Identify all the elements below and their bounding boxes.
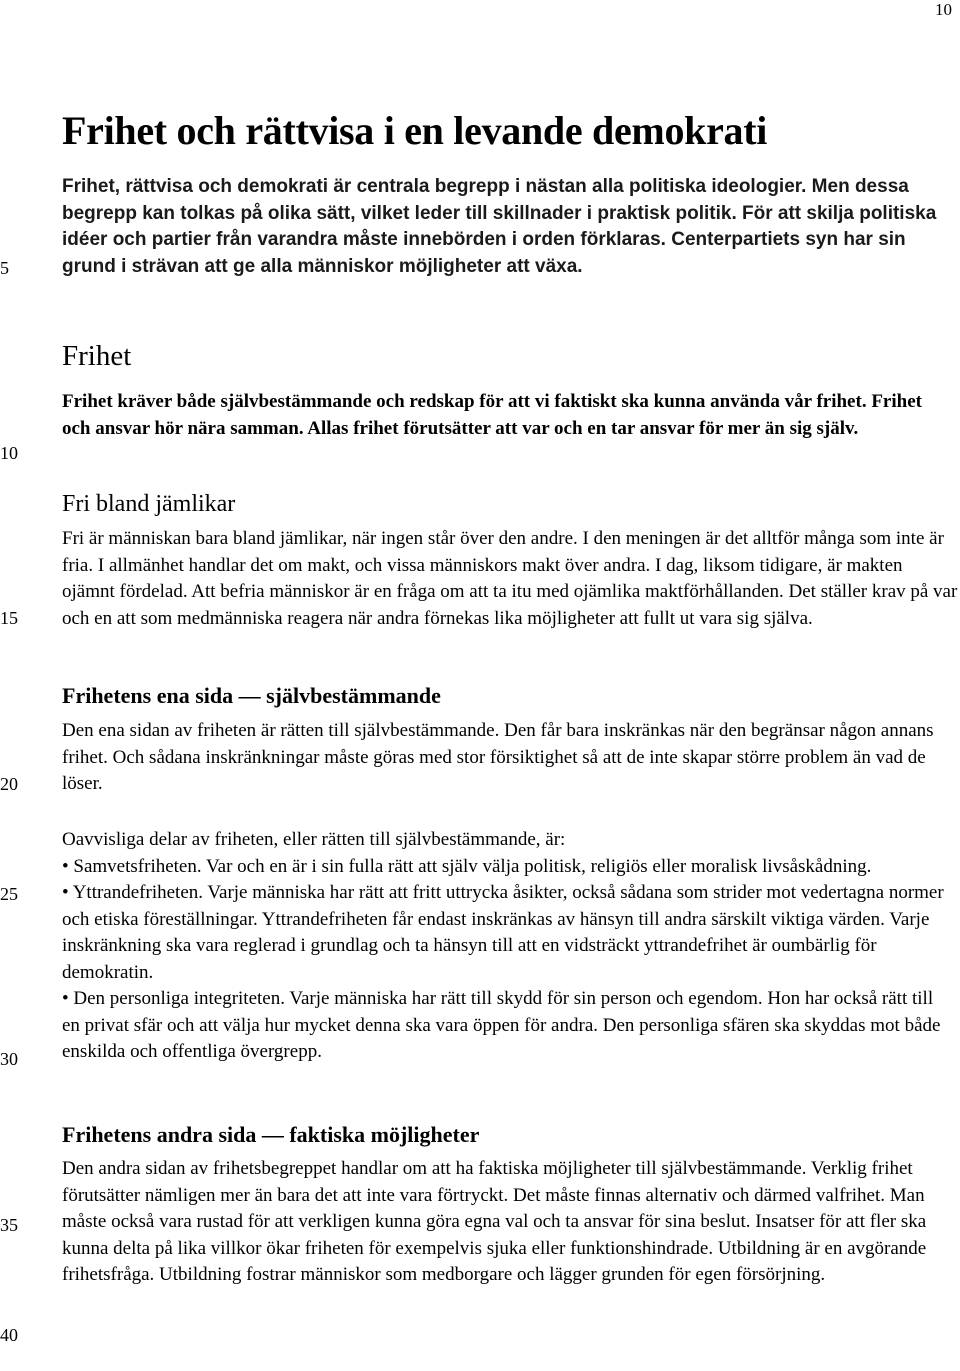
section-heading-andra-sida: Frihetens andra sida — faktiska möjligheter	[62, 1122, 480, 1147]
page-number: 10	[935, 0, 952, 19]
line-number: 10	[0, 443, 18, 463]
line-number: 5	[0, 258, 9, 278]
line-number: 25	[0, 884, 18, 904]
section-heading-fri-bland-jamlikar: Fri bland jämlikar	[62, 491, 236, 517]
line-number: 40	[0, 1325, 18, 1345]
andra-sida-paragraph: Den andra sidan av frihetsbegreppet handlar om att ha faktiska möjligheter till självbestämmande. Verklig frihet förutsätter nämligen mer än bara det att inte vara förtryckt. Det måste finnas alternativ och därmed valfrihet. Man måste också vara rustad för att verkligen kunna göra egna val och ta ansvar för sina beslut. Insatser för att fler ska kunna delta på lika villkor ökar friheten för exempelvis sjuka eller funktionshindrade. Utbildning är en avgörande frihetsfråga. Utbildning fostrar människor som medborgare och lägger grunden för egen försörjning.	[62, 1158, 927, 1285]
list-intro: Oavvisliga delar av friheten, eller rätten till självbestämmande, är:	[62, 829, 566, 850]
line-number: 20	[0, 774, 18, 794]
section-heading-ena-sida: Frihetens ena sida — självbestämmande	[62, 683, 441, 708]
document-title: Frihet och rättvisa i en levande demokrati	[62, 108, 768, 153]
line-number: 30	[0, 1049, 18, 1069]
line-number: 15	[0, 608, 18, 628]
section-heading-frihet: Frihet	[62, 340, 132, 372]
ena-sida-paragraph: Den ena sidan av friheten är rätten till självbestämmande. Den får bara inskränkas när den begränsar någon annans frihet. Och sådana inskränkningar måste göras med stor försiktighet så att de inte skapar större problem än vad de löser.	[62, 720, 934, 794]
line-number: 35	[0, 1215, 18, 1235]
intro-paragraph: Frihet, rättvisa och demokrati är centrala begrepp i nästan alla politiska ideologier. Men dessa begrepp kan tolkas på olika sätt, vilket leder till skillnader i praktisk politik. För att skilja politiska idéer och partier från varandra måste innebörden i orden förklaras. Centerpartiets syn har sin grund i strävan att ge alla människor möjligheter att växa.	[62, 176, 937, 277]
frihet-paragraph: Frihet kräver både självbestämmande och redskap för att vi faktiskt ska kunna använda vår frihet. Frihet och ansvar hör nära samman. Allas frihet förutsätter att var och en tar ansvar för mer än sig själv.	[62, 391, 922, 439]
list-item-samvetsfriheten: • Samvetsfriheten. Var och en är i sin fulla rätt att själv välja politisk, religiös eller moralisk livsåskådning.	[62, 855, 872, 877]
list-item-personliga-integriteten: • Den personliga integriteten. Varje människa har rätt till skydd för sin person och egendom. Hon har också rätt till en privat sfär och att välja hur mycket denna ska vara öppen för andra. Den personliga sfären ska skyddas mot både enskilda och offentliga övergrepp.	[62, 988, 941, 1062]
list-item-yttrandefriheten: • Yttrandefriheten. Varje människa har rätt att fritt uttrycka åsikter, också sådana som strider mot vedertagna normer och etiska föreställningar. Yttrandefriheten får endast inskränkas av hänsyn till andra särskilt viktiga värden. Varje inskränkning ska vara reglerad i grundlag och ta hänsyn till att en vidsträckt yttrandefrihet är oumbärlig för demokratin.	[62, 882, 944, 983]
fri-bland-jamlikar-paragraph: Fri är människan bara bland jämlikar, när ingen står över den andre. I den meningen är det alltför många som inte är fria. I allmänhet handlar det om makt, och vissa människors makt över andra. I dag, liksom tidigare, är makten ojämnt fördelad. Att befria människor är en fråga om att ta itu med ojämlika maktförhållanden. Det ställer krav på var och en att som medmänniska reagera när andra förnekas lika möjligheter att fullt ut vara sig själva.	[62, 528, 958, 629]
